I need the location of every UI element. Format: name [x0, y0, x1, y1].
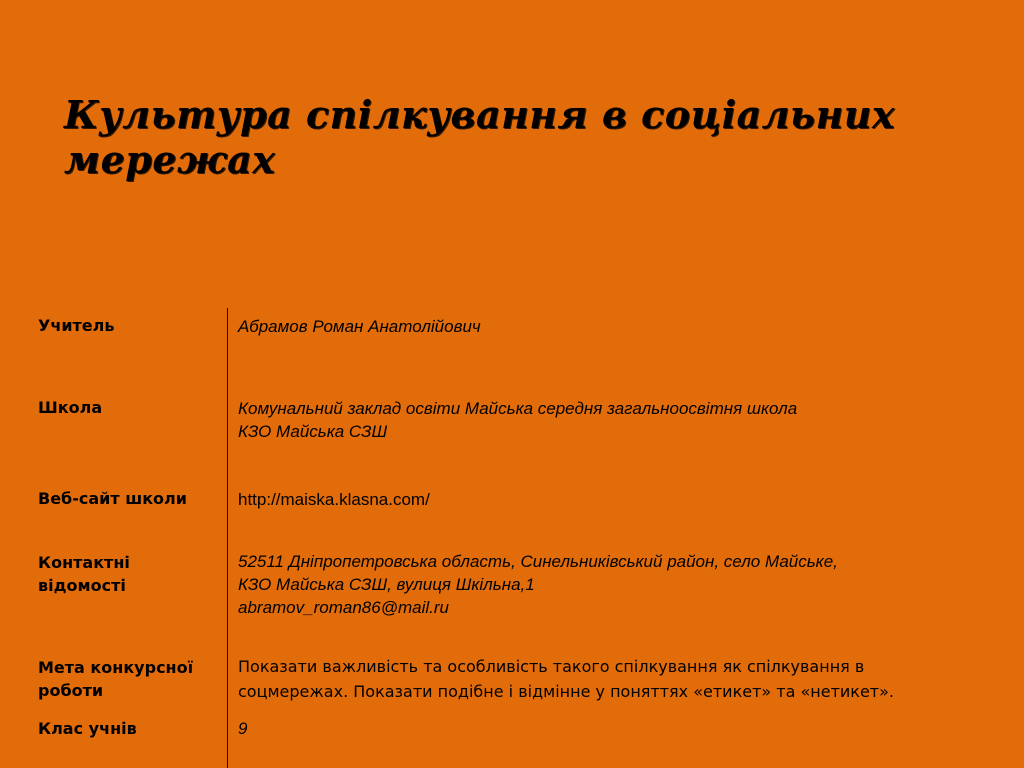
label-website: Веб-сайт школи	[38, 489, 187, 508]
value-goal	[238, 654, 894, 704]
label-grade: Клас учнів	[38, 719, 137, 738]
value-goal-line-1: Показати важливість та особливість такого спілкування як спілкування в	[238, 657, 865, 676]
value-contacts-school: КЗО Майська СЗШ, вулиця Шкільна,1	[238, 575, 535, 594]
value-website-link[interactable]: http://maiska.klasna.com/	[238, 490, 430, 509]
label-contacts-line-2: відомості	[38, 576, 126, 595]
value-contacts-address: 52511 Дніпропетровська область, Синельниківський район, село Майське,	[238, 552, 838, 571]
label-teacher: Учитель	[38, 316, 115, 335]
value-school	[238, 397, 797, 443]
value-teacher: Абрамов Роман Анатолійович	[238, 317, 481, 336]
value-school-line-2: КЗО Майська СЗШ	[238, 422, 388, 441]
label-goal-line-1: Мета конкурсної	[38, 658, 194, 677]
label-goal	[38, 656, 193, 702]
value-contacts	[238, 550, 838, 619]
value-grade: 9	[238, 719, 248, 738]
value-goal-line-2: соцмережах. Показати подібне і відмінне у поняттях «етикет» та «нетикет».	[238, 682, 894, 701]
value-school-line-1: Комунальний заклад освіти Майська середня загальноосвітня школа	[238, 399, 798, 418]
label-contacts	[38, 551, 130, 597]
column-divider	[227, 308, 228, 768]
label-contacts-line-1: Контактні	[38, 553, 130, 572]
page-title: Культура спілкування в соціальних мережах	[64, 92, 896, 182]
label-goal-line-2: роботи	[38, 681, 104, 700]
value-contacts-email[interactable]: abramov_roman86@mail.ru	[238, 598, 449, 617]
label-school: Школа	[38, 398, 103, 417]
